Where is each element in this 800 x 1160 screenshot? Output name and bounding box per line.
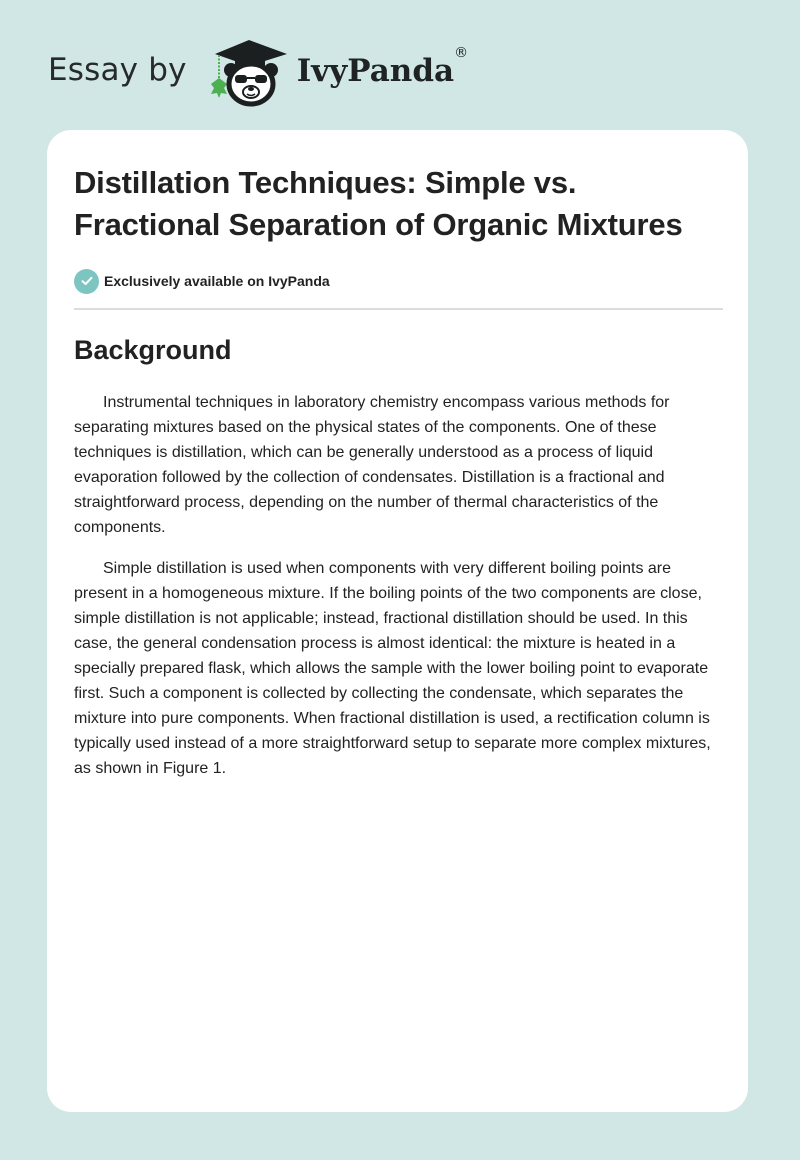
paragraph: Instrumental techniques in laboratory chemistry encompass various methods for separating mixtures based on the physical states of the components. One of these techniques is distillation, which can be generally understood as a process of liquid evaporation followed by the collection of condensates. Distillation is a fractional and straightforward process, depending on the number of thermal characteristics of the components. [74,394,670,536]
essay-card [47,130,748,1112]
divider [74,308,723,310]
section-heading-background: Background [74,335,232,365]
brand-text: IvyPanda [296,53,455,89]
exclusive-label: Exclusively available on IvyPanda [104,273,330,289]
essay-by-label: Essay by [48,52,187,88]
panda-graduation-cap-icon [205,36,293,108]
exclusive-badge [74,268,724,294]
essay-title: Distillation Techniques: Simple vs. Fractional Separation of Organic Mixtures [74,165,683,242]
brand-name [296,45,469,89]
check-circle-icon [74,269,99,294]
ivypanda-logo-link[interactable] [205,36,468,108]
site-header [48,36,468,108]
registered-mark: ® [454,45,469,61]
paragraph: Simple distillation is used when components with very different boiling points are present in a homogeneous mixture. If the boiling points of the two components are close, simple distillation is not applicable; instead, fractional distillation should be used. In this case, the general condensation process is almost identical: the mixture is heated in a specially prepared flask, which allows the sample with the lower boiling point to evaporate first. Such a component is collected by collecting the condensate, which separates the mixture into pure components. When fractional distillation is used, a rectification column is typically used instead of a more straightforward setup to separate more complex mixtures, as shown in Figure 1. [74,560,711,777]
essay-content [74,162,724,781]
